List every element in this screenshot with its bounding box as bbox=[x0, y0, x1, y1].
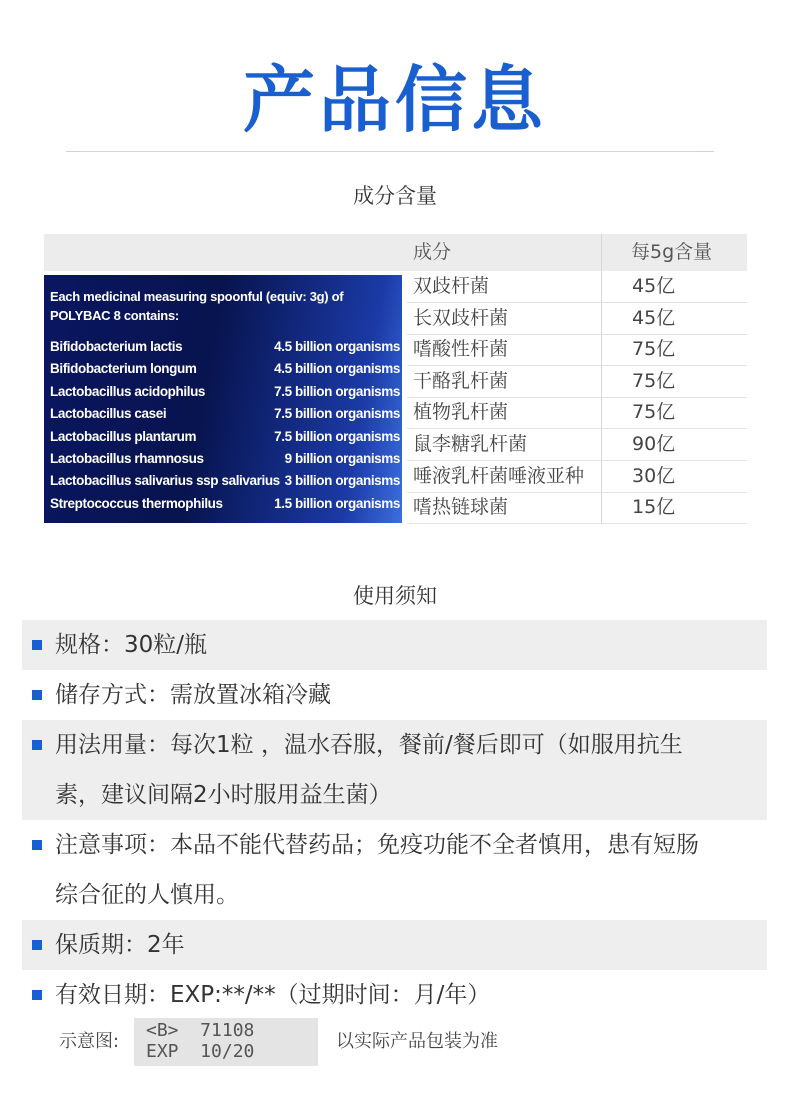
usage-line bbox=[22, 620, 767, 670]
label-row bbox=[50, 496, 400, 518]
table-row bbox=[407, 397, 747, 429]
ingredient-amount: 90亿 bbox=[632, 433, 676, 455]
label-count: 4.5 billion organisms bbox=[274, 339, 400, 354]
ingredient-name: 长双歧杆菌 bbox=[413, 306, 509, 329]
label-row bbox=[50, 429, 400, 451]
ingredient-amount: 15亿 bbox=[632, 496, 676, 519]
usage-line bbox=[22, 970, 767, 1020]
label-organism: Lactobacillus acidophilus bbox=[50, 383, 206, 399]
ingredient-name: 唾液乳杆菌唾液亚种 bbox=[413, 464, 585, 487]
ingredient-amount: 75亿 bbox=[632, 338, 676, 361]
title-divider bbox=[66, 151, 714, 152]
usage-item bbox=[22, 970, 767, 1020]
label-organism: Streptococcus thermophilus bbox=[50, 495, 223, 511]
column-header-amount: 每5g含量 bbox=[631, 241, 713, 263]
usage-text: 规格：30粒/瓶 bbox=[55, 632, 208, 658]
example-note: 以实际产品包装为准 bbox=[336, 1031, 498, 1052]
label-intro: Each medicinal measuring spoonful (equiv: 3g) of POLYBAC 8 contains: bbox=[50, 289, 344, 323]
bullet-icon bbox=[32, 740, 42, 750]
usage-line bbox=[22, 720, 767, 770]
label-organism: Lactobacillus salivarius ssp salivarius bbox=[50, 473, 280, 489]
table-row bbox=[407, 492, 747, 524]
usage-text: 素，建议间隔2小时服用益生菌） bbox=[55, 782, 392, 808]
usage-text: 保质期：2年 bbox=[55, 932, 185, 958]
usage-text: 储存方式：需放置冰箱冷藏 bbox=[55, 682, 331, 708]
stamp-line-2: EXP 10/20 bbox=[146, 1041, 255, 1062]
bullet-icon bbox=[32, 640, 42, 650]
ingredients-heading: 成分含量 bbox=[353, 184, 437, 208]
ingredient-name: 植物乳杆菌 bbox=[413, 401, 509, 424]
stamp-line-1: <B> 71108 bbox=[146, 1020, 255, 1041]
ingredient-name: 鼠李糖乳杆菌 bbox=[413, 433, 528, 455]
product-label-image bbox=[44, 275, 402, 523]
usage-item bbox=[22, 670, 767, 720]
usage-item bbox=[22, 820, 767, 920]
label-count: 9 billion organisms bbox=[284, 451, 400, 466]
bullet-icon bbox=[32, 940, 42, 950]
label-row bbox=[50, 384, 400, 406]
usage-heading: 使用须知 bbox=[353, 584, 437, 608]
table-row bbox=[407, 271, 747, 303]
label-organism: Lactobacillus plantarum bbox=[50, 428, 197, 444]
label-organism: Bifidobacterium longum bbox=[50, 361, 197, 377]
usage-text: 有效日期：EXP:**/**（过期时间：月/年） bbox=[55, 982, 491, 1008]
table-row bbox=[407, 303, 747, 335]
ingredient-amount: 45亿 bbox=[632, 275, 676, 297]
label-organism: Lactobacillus rhamnosus bbox=[50, 451, 204, 466]
table-row bbox=[407, 366, 747, 398]
ingredient-name: 干酪乳杆菌 bbox=[413, 369, 509, 392]
usage-item bbox=[22, 920, 767, 970]
table-row bbox=[407, 429, 747, 461]
ingredient-name: 双歧杆菌 bbox=[413, 275, 490, 297]
label-row bbox=[50, 451, 400, 473]
page-title: 产品信息 bbox=[242, 58, 547, 142]
label-count: 7.5 billion organisms bbox=[274, 428, 400, 444]
label-count: 3 billion organisms bbox=[284, 473, 400, 489]
usage-line bbox=[22, 820, 767, 870]
label-count: 7.5 billion organisms bbox=[274, 406, 400, 422]
label-row bbox=[50, 339, 400, 361]
usage-item bbox=[22, 720, 767, 820]
label-row bbox=[50, 361, 400, 383]
ingredient-amount: 45亿 bbox=[632, 306, 676, 329]
table-row bbox=[407, 334, 747, 366]
ingredient-amount: 30亿 bbox=[632, 464, 676, 487]
expiry-stamp-image bbox=[134, 1018, 318, 1066]
label-row bbox=[50, 473, 400, 495]
usage-line bbox=[22, 920, 767, 970]
ingredient-name: 嗜酸性杆菌 bbox=[413, 338, 509, 361]
usage-text: 用法用量：每次1粒 ，温水吞服，餐前/餐后即可（如服用抗生 bbox=[55, 732, 683, 758]
usage-line bbox=[22, 770, 767, 820]
ingredient-amount: 75亿 bbox=[632, 369, 676, 392]
expiry-example bbox=[59, 1018, 759, 1066]
ingredient-amount: 75亿 bbox=[632, 401, 676, 424]
example-label: 示意图: bbox=[59, 1031, 120, 1052]
usage-text: 注意事项：本品不能代替药品；免疫功能不全者慎用，患有短肠 bbox=[55, 832, 699, 858]
column-header-name: 成分 bbox=[413, 241, 452, 263]
label-count: 7.5 billion organisms bbox=[274, 383, 400, 399]
label-organism: Bifidobacterium lactis bbox=[50, 339, 183, 354]
label-row bbox=[50, 406, 400, 428]
label-count: 4.5 billion organisms bbox=[274, 361, 400, 377]
bullet-icon bbox=[32, 840, 42, 850]
usage-line bbox=[22, 670, 767, 720]
usage-item bbox=[22, 620, 767, 670]
bullet-icon bbox=[32, 990, 42, 1000]
ingredient-name: 嗜热链球菌 bbox=[413, 496, 509, 519]
bullet-icon bbox=[32, 690, 42, 700]
usage-text: 综合征的人慎用。 bbox=[55, 882, 239, 908]
usage-line bbox=[22, 870, 767, 920]
table-row bbox=[407, 461, 747, 493]
label-organism: Lactobacillus casei bbox=[50, 406, 167, 422]
label-count: 1.5 billion organisms bbox=[274, 495, 400, 511]
